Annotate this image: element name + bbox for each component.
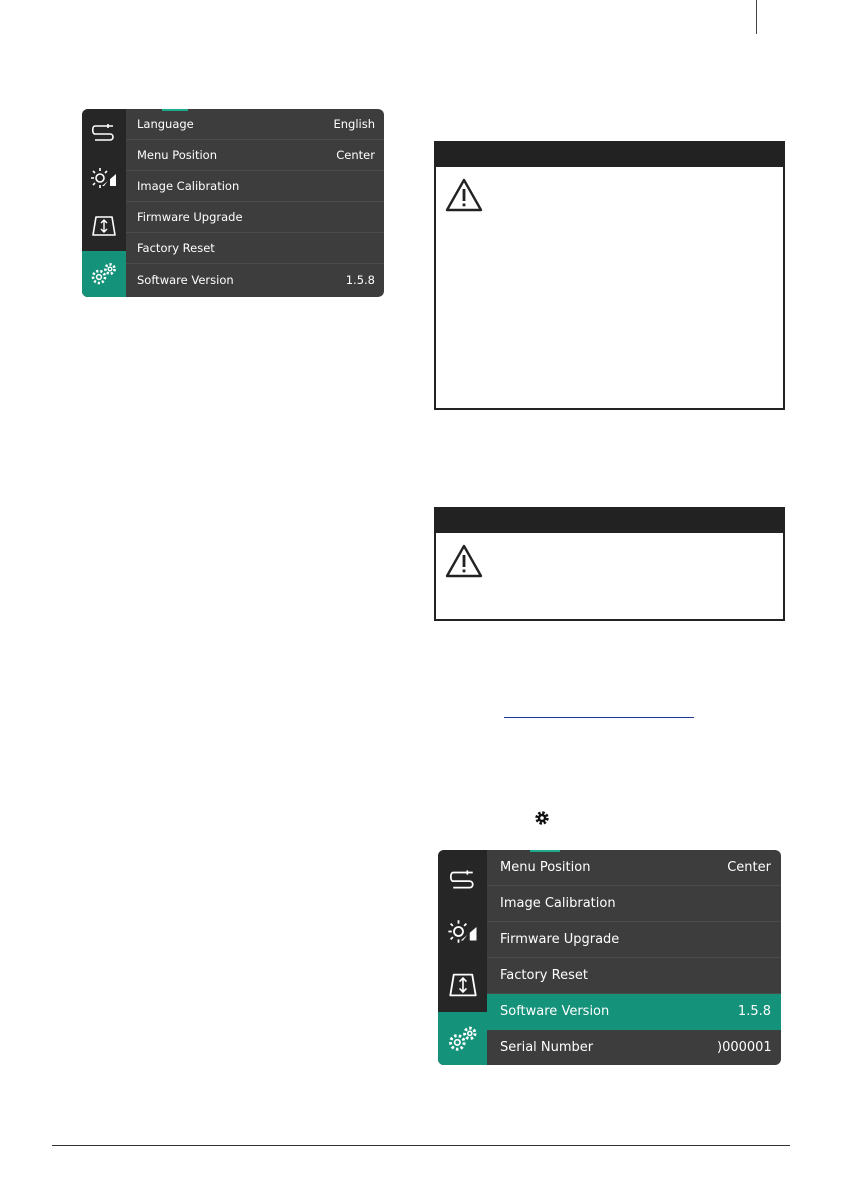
cable-icon[interactable]	[82, 109, 126, 155]
row-label: Language	[137, 117, 194, 131]
row-label: Firmware Upgrade	[137, 210, 243, 224]
menu-row-software-version[interactable]	[487, 994, 781, 1030]
footer-rule	[52, 1145, 790, 1146]
menu-row-firmware-upgrade[interactable]	[126, 202, 384, 233]
osd-settings-menu-1	[82, 109, 384, 297]
menu-sidebar	[82, 109, 126, 297]
row-value: Center	[727, 859, 771, 875]
row-label: Serial Number	[500, 1040, 594, 1056]
menu-row-menu-position[interactable]	[487, 850, 781, 886]
hyperlink-underline[interactable]	[504, 717, 694, 718]
warning-header-bar	[436, 509, 783, 533]
firmware-update-icon[interactable]	[438, 958, 487, 1011]
menu-row-factory-reset[interactable]	[126, 233, 384, 264]
row-label: Image Calibration	[137, 179, 240, 193]
warning-box-1	[434, 141, 785, 410]
warning-box-2	[434, 507, 785, 621]
row-label: Menu Position	[500, 859, 591, 875]
warning-triangle-icon	[444, 543, 484, 584]
gear-icon	[533, 809, 551, 832]
brightness-image-icon[interactable]	[438, 905, 487, 958]
row-label: Firmware Upgrade	[500, 931, 620, 947]
osd-settings-menu-2	[438, 850, 781, 1065]
row-label: Menu Position	[137, 148, 218, 162]
firmware-update-icon[interactable]	[82, 203, 126, 249]
menu-row-menu-position[interactable]	[126, 140, 384, 171]
row-label: Factory Reset	[137, 241, 215, 255]
warning-header-bar	[436, 143, 783, 167]
row-value: Center	[336, 148, 375, 162]
row-label: Image Calibration	[500, 895, 616, 911]
cable-icon[interactable]	[438, 852, 487, 905]
warning-triangle-icon	[444, 177, 484, 218]
row-value: 1.5.8	[345, 272, 375, 287]
menu-row-serial-number[interactable]	[487, 1030, 781, 1065]
row-value: 1.5.8	[737, 1004, 771, 1020]
menu-row-image-calibration[interactable]	[487, 886, 781, 922]
menu-sidebar	[438, 850, 487, 1065]
row-label: Software Version	[500, 1004, 610, 1020]
gears-icon[interactable]	[82, 251, 126, 297]
menu-row-factory-reset[interactable]	[487, 958, 781, 994]
menu-row-image-calibration[interactable]	[126, 171, 384, 202]
brightness-image-icon[interactable]	[82, 155, 126, 201]
row-label: Software Version	[137, 272, 234, 287]
gears-icon[interactable]	[438, 1012, 487, 1065]
menu-row-firmware-upgrade[interactable]	[487, 922, 781, 958]
row-value: English	[333, 117, 375, 131]
menu-row-language[interactable]	[126, 109, 384, 140]
crop-mark	[756, 0, 757, 34]
row-value: )000001	[717, 1040, 772, 1056]
menu-row-software-version[interactable]	[126, 264, 384, 295]
row-label: Factory Reset	[500, 967, 588, 983]
